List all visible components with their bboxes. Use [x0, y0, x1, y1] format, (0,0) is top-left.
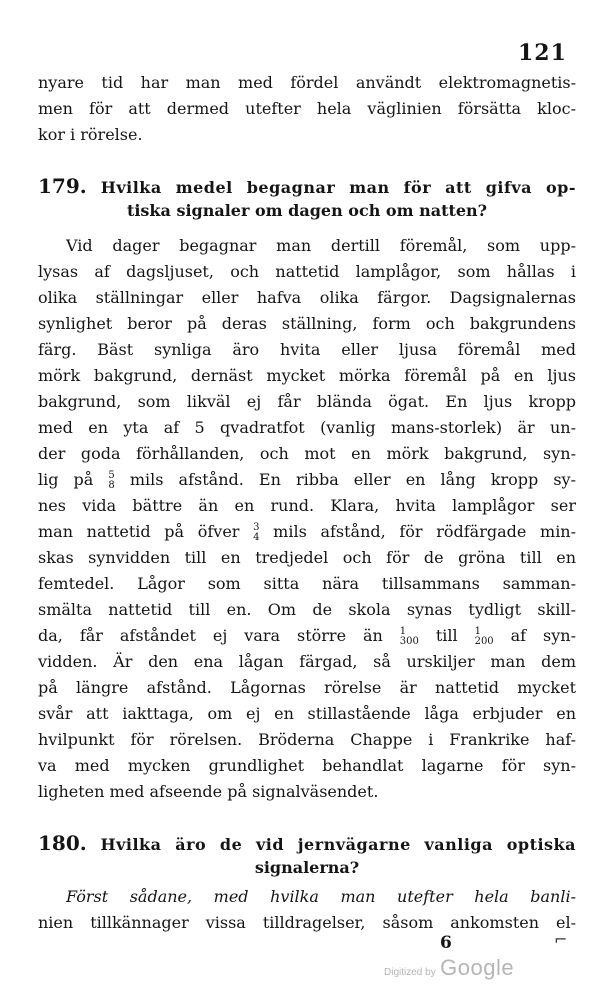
text-line: på längre afstånd. Lågornas rörelse är nattetid mycket: [38, 678, 576, 697]
question-180-heading-line2: signalerna?: [254, 858, 360, 877]
text-line: nien tillkännager vissa tilldragelser, såsom ankomsten el-: [38, 913, 576, 932]
text-line: lysas af dagsljuset, och nattetid lamplågor, som hållas i: [38, 262, 576, 281]
text-line: bakgrund, som likväl ej får blända ögat. En ljus kropp: [38, 392, 576, 411]
text: mils afstånd. En ribba eller en lång kropp sy-: [129, 470, 576, 489]
watermark-big: Google: [440, 955, 515, 980]
text: lig på: [38, 470, 94, 489]
text: till: [435, 626, 458, 645]
question-text: Hvilka medel begagnar man för att gifva op-: [100, 178, 577, 197]
text-line: synlighet beror på deras ställning, form och bakgrundens: [38, 314, 576, 333]
question-180-heading: [38, 832, 576, 856]
text-line: färg. Bäst synliga äro hvita eller ljusa föremål med: [38, 340, 576, 359]
signature-mark: 6: [440, 933, 452, 953]
fraction: 1 300: [399, 625, 419, 647]
google-watermark: [384, 955, 514, 981]
text-line: va med mycken grundlighet behandlat lagarne för syn-: [38, 756, 576, 775]
question-179-heading: [38, 175, 576, 199]
text-line: nyare tid har man med fördel användt elektromagnetis-: [38, 73, 576, 92]
watermark-small: Digitized by: [384, 967, 436, 978]
text-line: men för att dermed utefter hela väglinien försätta kloc-: [38, 99, 576, 118]
text-line-with-fraction: [38, 521, 576, 543]
text-line: nes vida bättre än en rund. Klara, hvita lamplågor ser: [38, 496, 576, 515]
text-line: ligheten med afseende på signalväsendet.: [38, 782, 379, 801]
text-line: olika ställningar eller hafva olika färgor. Dagsignalernas: [38, 288, 576, 307]
text: mils afstånd, för rödfärgade min-: [273, 522, 577, 541]
text-line: hvilpunkt för rörelsen. Bröderna Chappe i Frankrike haf-: [38, 730, 576, 749]
text-line: femtedel. Lågor som sitta nära tillsammans samman-: [38, 574, 576, 593]
text-line: Först sådane, med hvilka man utefter hela banli-: [66, 887, 576, 906]
text: da, får afståndet ej vara större än: [38, 626, 383, 645]
text-line: der goda förhållanden, och mot en mörk bakgrund, syn-: [38, 444, 576, 463]
text-line: smälta nattetid till en. Om de skola synas tydligt skill-: [38, 600, 576, 619]
question-text: Hvilka äro de vid jernvägarne vanliga optiska: [100, 835, 576, 854]
text-line: mörk bakgrund, dernäst mycket mörka föremål på en ljus: [38, 366, 576, 385]
text-line: svår att iakttaga, om ej en stillastående låga erbjuder en: [38, 704, 576, 723]
fraction: 3 4: [253, 521, 260, 543]
question-number: 180.: [38, 831, 87, 855]
text-line: vidden. Är den ena lågan färgad, så urskiljer man dem: [38, 652, 576, 671]
margin-mark: ⌐: [554, 930, 568, 949]
text-line: kor i rörelse.: [38, 125, 143, 144]
question-179-heading-line2: tiska signaler om dagen och om natten?: [126, 201, 488, 220]
page-number: 121: [518, 40, 567, 66]
text-line-with-fraction: [38, 469, 576, 491]
text-line-with-fraction: [38, 625, 576, 647]
text-line: Vid dager begagnar man dertill föremål, som upp-: [66, 236, 576, 255]
fraction: 1 200: [474, 625, 494, 647]
text: af syn-: [510, 626, 576, 645]
question-number: 179.: [38, 174, 87, 198]
text-line: skas synvidden till en tredjedel och för de gröna till en: [38, 548, 576, 567]
fraction: 5 8: [108, 469, 115, 491]
text: man nattetid på öfver: [38, 522, 240, 541]
text-line: med en yta af 5 qvadratfot (vanlig mans-storlek) är un-: [38, 418, 576, 437]
